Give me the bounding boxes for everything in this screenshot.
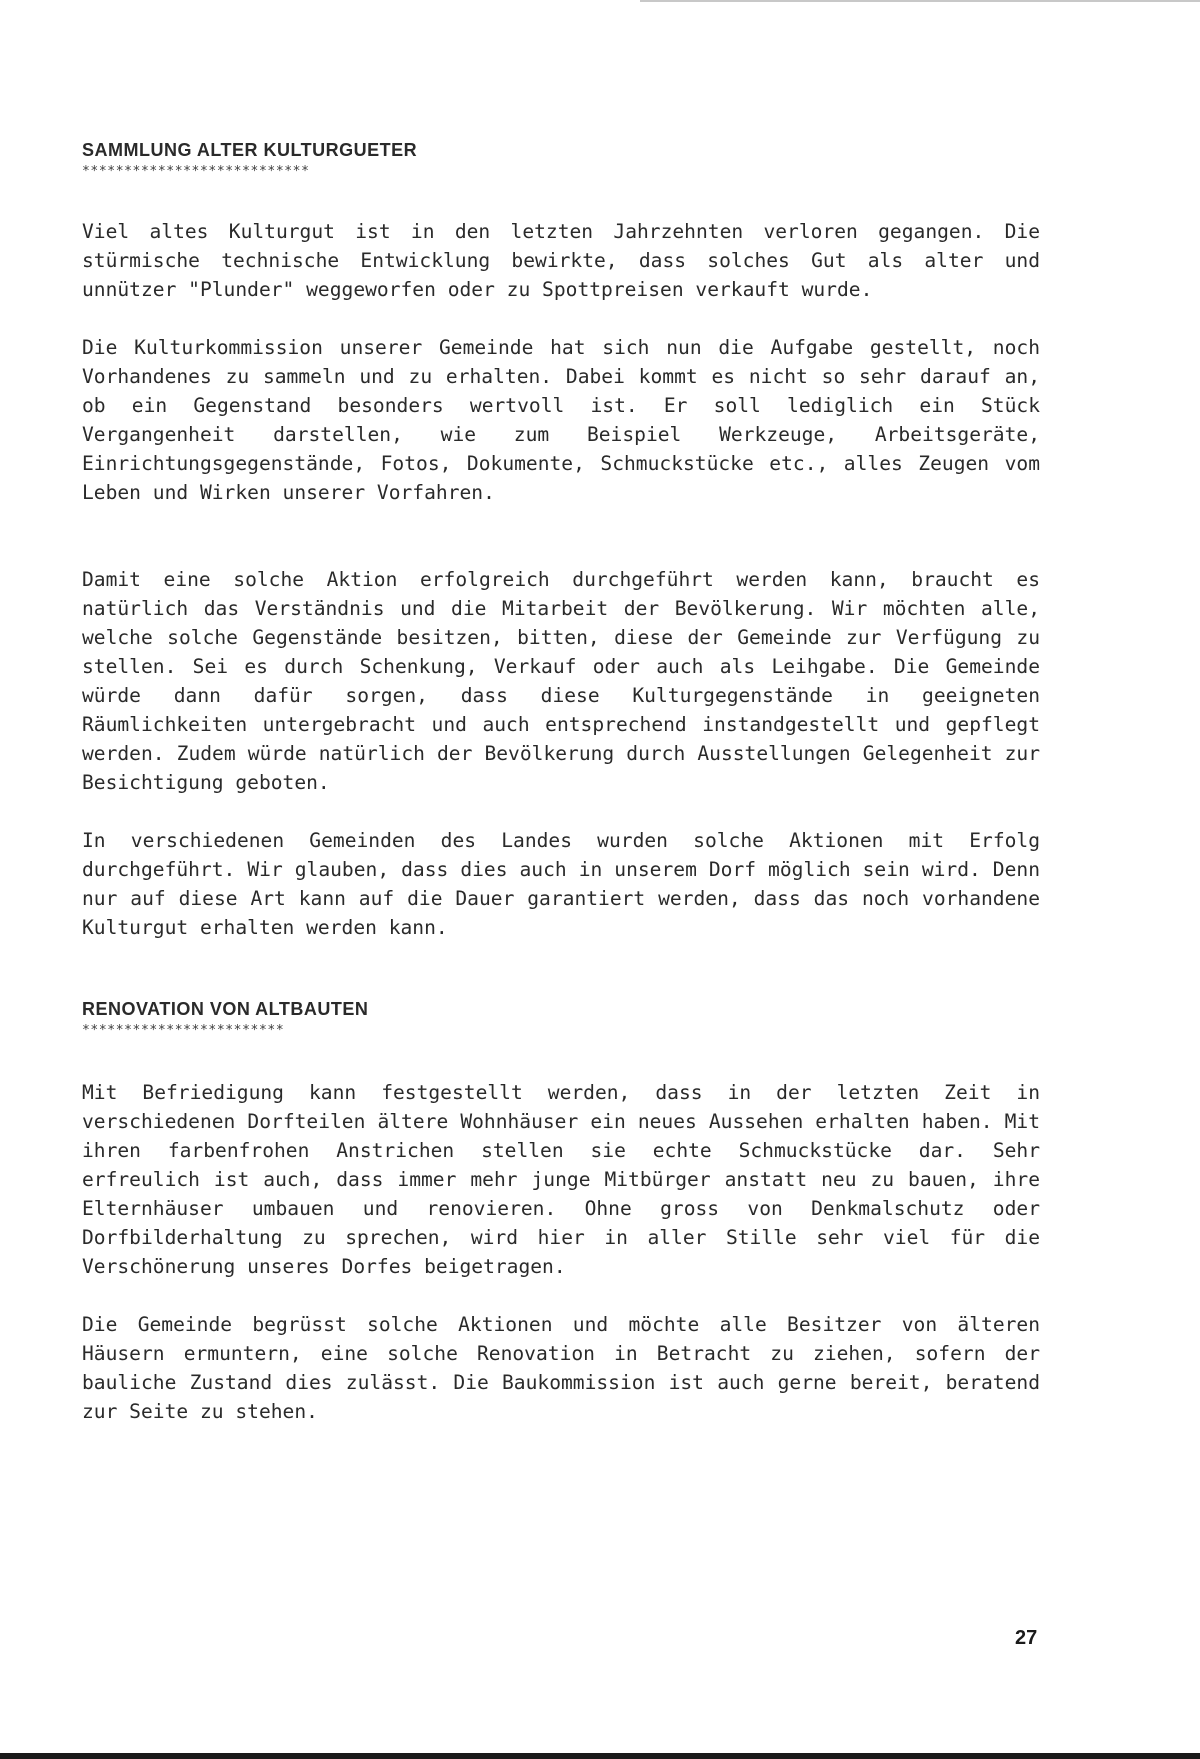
top-edge-rule: [640, 0, 1200, 2]
paragraph-renovation-1: Mit Befriedigung kann festgestellt werden, dass in der letzten Zeit in verschiedenen Dorfteilen ältere Wohnhäuser ein neues Aussehen erhalten haben. Mit ihren farbenfrohen Anstrichen stellen sie echte Schmuckstücke dar. Sehr erfreulich ist auch, dass immer mehr junge Mitbürger anstatt neu zu bauen, ihre Elternhäuser umbauen und renovieren. Ohne gross von Denkmalschutz oder Dorfbilderhaltung zu sprechen, wird hier in aller Stille sehr viel für die Verschönerung unseres Dorfes beigetragen.: [82, 1081, 1040, 1278]
paragraph-sammlung-4: In verschiedenen Gemeinden des Landes wurden solche Aktionen mit Erfolg durchgeführt. Wir glauben, dass dies auch in unserem Dorf möglich sein wird. Denn nur auf diese Art kann auf die Dauer garantiert werden, dass das noch vorhandene Kulturgut erhalten werden kann.: [82, 829, 1040, 939]
section-title-sammlung: SAMMLUNG ALTER KULTURGUETER: [82, 140, 418, 160]
section-title-renovation: RENOVATION VON ALTBAUTEN: [82, 999, 369, 1019]
paragraph-sammlung-2: Die Kulturkommission unserer Gemeinde hat sich nun die Aufgabe gestellt, noch Vorhandenes zu sammeln und zu erhalten. Dabei kommt es nicht so sehr darauf an, ob ein Gegenstand besonders wertvoll ist. Er soll lediglich ein Stück Vergangenheit darstellen, wie zum Beispiel Werkzeuge, Arbeitsgeräte, Einrichtungsgegenstände, Fotos, Dokumente, Schmuckstücke etc., alles Zeugen vom Leben und Wirken unserer Vorfahren.: [82, 336, 1040, 504]
paragraph-renovation-2: Die Gemeinde begrüsst solche Aktionen und möchte alle Besitzer von älteren Häusern ermuntern, eine solche Renovation in Betracht zu ziehen, sofern der bauliche Zustand dies zulässt. Die Baukommission ist auch gerne bereit, beratend zur Seite zu stehen.: [82, 1313, 1040, 1423]
document-page: [82, 138, 1040, 1426]
bottom-edge-rule: [0, 1753, 1200, 1759]
paragraph-sammlung-1: Viel altes Kulturgut ist in den letzten Jahrzehnten verloren gegangen. Die stürmische technische Entwicklung bewirkte, dass solches Gut als alter und unnützer "Plunder" weggeworfen oder zu Spottpreisen verkauft wurde.: [82, 220, 1040, 301]
page-number: 27: [1015, 1627, 1038, 1649]
section-title-underline: ************************: [82, 1023, 285, 1038]
paragraph-sammlung-3: Damit eine solche Aktion erfolgreich durchgeführt werden kann, braucht es natürlich das Verständnis und die Mitarbeit der Bevölkerung. Wir möchten alle, welche solche Gegenstände besitzen, bitten, diese der Gemeinde zur Verfügung zu stellen. Sei es durch Schenkung, Verkauf oder auch als Leihgabe. Die Gemeinde würde dann dafür sorgen, dass diese Kulturgegenstände in geeigneten Räumlichkeiten untergebracht und auch entsprechend instandgestellt und gepflegt werden. Zudem würde natürlich der Bevölkerung durch Ausstellungen Gelegenheit zur Besichtigung geboten.: [82, 568, 1040, 794]
section-title-underline: ***************************: [82, 164, 310, 179]
